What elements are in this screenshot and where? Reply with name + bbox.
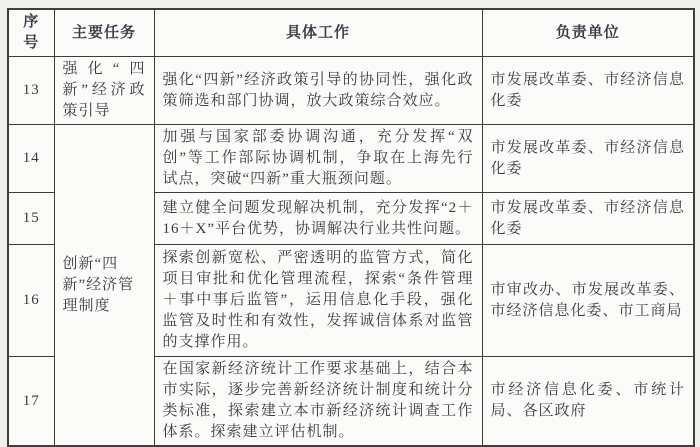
header-unit: 负责单位 [482,9,694,57]
table-row [8,57,694,125]
rows-14-17-task: 创新“四新”经济管理制度 [54,125,154,447]
document-page [7,8,695,447]
row-13-task: 强化“四新”经济政策引导 [54,57,154,125]
row-14-work: 加强与国家部委协调沟通，充分发挥“双创”等工作部际协调机制，争取在上海先行试点，突破“四新”重大瓶颈问题。 [154,125,482,193]
row-14-no: 14 [8,125,54,193]
row-13-no: 13 [8,57,54,125]
row-15-work: 建立健全问题发现解决机制，充分发挥“2＋16＋X”平台优势，协调解决行业共性问题。 [154,193,482,245]
row-16-unit: 市审改办、市发展改革委、市经济信息化委、市工商局 [482,245,694,357]
row-15-no: 15 [8,193,54,245]
table-header-row [8,9,694,57]
task-table [7,8,695,447]
row-16-work: 探索创新宽松、严密透明的监管方式，简化项目审批和优化管理流程，探索“条件管理＋事中事后监管”，运用信息化手段，强化监管及时性和有效性，发挥诚信体系对监管的支撑作用。 [154,245,482,357]
row-16-no: 16 [8,245,54,357]
row-15-unit: 市发展改革委、市经济信息化委 [482,193,694,245]
row-17-unit: 市经济信息化委、市统计局、各区政府 [482,357,694,447]
table-row [8,125,694,193]
header-no: 序号 [8,9,54,57]
header-work: 具体工作 [154,9,482,57]
row-13-unit: 市发展改革委、市经济信息化委 [482,57,694,125]
row-14-unit: 市发展改革委、市经济信息化委 [482,125,694,193]
row-17-work: 在国家新经济统计工作要求基础上，结合本市实际，逐步完善新经济统计制度和统计分类标准，探索建立本市新经济统计调查工作体系。探索建立评估机制。 [154,357,482,447]
header-task: 主要任务 [54,9,154,57]
row-13-work: 强化“四新”经济政策引导的协同性，强化政策筛选和部门协调，放大政策综合效应。 [154,57,482,125]
row-17-no: 17 [8,357,54,447]
